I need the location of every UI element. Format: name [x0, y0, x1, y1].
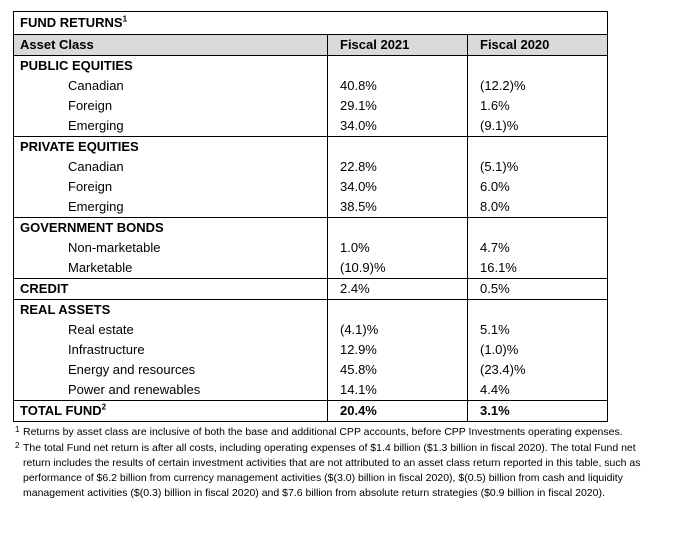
footnote-1-text: Returns by asset class are inclusive of both the base and additional CPP accounts, before CPP Investments operating expenses. — [23, 426, 623, 438]
group-label-public-equities: PUBLIC EQUITIES — [14, 56, 328, 77]
row-private-equities-canadian-fiscal-2021: 22.8% — [328, 157, 468, 177]
total-fund-fiscal-2020: 3.1% — [468, 401, 608, 422]
total-fund-label-text: TOTAL FUND — [20, 403, 102, 418]
table-row-government-bonds-non-marketable — [14, 238, 608, 258]
row-public-equities-foreign-fiscal-2021: 29.1% — [328, 96, 468, 116]
header-fiscal-2020: Fiscal 2020 — [468, 35, 608, 56]
group-real-assets-fiscal-2021-empty — [328, 300, 468, 321]
table-title-row — [14, 12, 608, 35]
table-row-real-assets-real-estate — [14, 320, 608, 340]
row-public-equities-emerging-fiscal-2021: 34.0% — [328, 116, 468, 137]
row-government-bonds-marketable-fiscal-2020: 16.1% — [468, 258, 608, 279]
group-row-private-equities — [14, 137, 608, 158]
row-label-real-assets-power-and-renewables: Power and renewables — [14, 380, 328, 401]
row-real-assets-power-and-renewables-fiscal-2021: 14.1% — [328, 380, 468, 401]
table-row-public-equities-emerging — [14, 116, 608, 137]
table-row-government-bonds-marketable — [14, 258, 608, 279]
table-row-private-equities-emerging — [14, 197, 608, 218]
row-label-public-equities-emerging: Emerging — [14, 116, 328, 137]
row-real-assets-power-and-renewables-fiscal-2020: 4.4% — [468, 380, 608, 401]
row-government-bonds-non-marketable-fiscal-2021: 1.0% — [328, 238, 468, 258]
group-private-equities-fiscal-2020-empty — [468, 137, 608, 158]
row-private-equities-canadian-fiscal-2020: (5.1)% — [468, 157, 608, 177]
table-row-public-equities-foreign — [14, 96, 608, 116]
row-real-assets-energy-and-resources-fiscal-2021: 45.8% — [328, 360, 468, 380]
total-footnote-mark: 2 — [101, 402, 107, 412]
row-label-private-equities-emerging: Emerging — [14, 197, 328, 218]
row-label-government-bonds-marketable: Marketable — [14, 258, 328, 279]
group-government-bonds-fiscal-2020-empty — [468, 218, 608, 239]
row-label-real-assets-energy-and-resources: Energy and resources — [14, 360, 328, 380]
fund-returns-document — [13, 11, 641, 502]
group-label-credit: CREDIT — [14, 279, 328, 300]
group-private-equities-fiscal-2021-empty — [328, 137, 468, 158]
group-credit-fiscal-2020: 0.5% — [468, 279, 608, 300]
group-row-public-equities — [14, 56, 608, 77]
row-label-real-assets-real-estate: Real estate — [14, 320, 328, 340]
total-fund-fiscal-2021: 20.4% — [328, 401, 468, 422]
group-credit-fiscal-2021: 2.4% — [328, 279, 468, 300]
table-row-private-equities-foreign — [14, 177, 608, 197]
row-real-assets-infrastructure-fiscal-2021: 12.9% — [328, 340, 468, 360]
row-label-real-assets-infrastructure: Infrastructure — [14, 340, 328, 360]
row-real-assets-infrastructure-fiscal-2020: (1.0)% — [468, 340, 608, 360]
row-label-public-equities-canadian: Canadian — [14, 76, 328, 96]
footnote-2-text: The total Fund net return is after all costs, including operating expenses of $1.4 billion ($1.3 billion in fiscal 2020). The total Fund net return includes the results of certain investment activities that are not attributed to an asset class return reported in this table, such as performance of $6.2 billion from currency management activities ($(3.0) billion in fiscal 2020), $(0.5) billion from cash and liquidity management activities ($(0.3) billion in fiscal 2020) and $7.6 billion from absolute return strategies ($0.9 billion in fiscal 2020). — [23, 442, 641, 499]
total-fund-label — [14, 401, 328, 422]
row-government-bonds-marketable-fiscal-2021: (10.9)% — [328, 258, 468, 279]
group-row-government-bonds — [14, 218, 608, 239]
footnote-1 — [13, 425, 663, 440]
header-asset-class: Asset Class — [14, 35, 328, 56]
group-label-government-bonds: GOVERNMENT BONDS — [14, 218, 328, 239]
row-label-private-equities-canadian: Canadian — [14, 157, 328, 177]
table-header-row — [14, 35, 608, 56]
table-row-real-assets-energy-and-resources — [14, 360, 608, 380]
table-title — [14, 12, 608, 35]
group-row-credit — [14, 279, 608, 300]
group-real-assets-fiscal-2020-empty — [468, 300, 608, 321]
row-label-private-equities-foreign: Foreign — [14, 177, 328, 197]
title-footnote-mark: 1 — [122, 14, 128, 24]
footnote-2-mark: 2 — [15, 441, 20, 450]
header-fiscal-2021: Fiscal 2021 — [328, 35, 468, 56]
row-private-equities-foreign-fiscal-2021: 34.0% — [328, 177, 468, 197]
row-real-assets-energy-and-resources-fiscal-2020: (23.4)% — [468, 360, 608, 380]
row-real-assets-real-estate-fiscal-2021: (4.1)% — [328, 320, 468, 340]
row-public-equities-emerging-fiscal-2020: (9.1)% — [468, 116, 608, 137]
table-row-real-assets-power-and-renewables — [14, 380, 608, 401]
row-private-equities-emerging-fiscal-2021: 38.5% — [328, 197, 468, 218]
total-fund-row — [14, 401, 608, 422]
footnote-1-mark: 1 — [15, 425, 20, 434]
row-public-equities-canadian-fiscal-2020: (12.2)% — [468, 76, 608, 96]
fund-returns-table — [13, 11, 608, 422]
group-government-bonds-fiscal-2021-empty — [328, 218, 468, 239]
row-private-equities-emerging-fiscal-2020: 8.0% — [468, 197, 608, 218]
row-label-government-bonds-non-marketable: Non-marketable — [14, 238, 328, 258]
group-row-real-assets — [14, 300, 608, 321]
table-row-private-equities-canadian — [14, 157, 608, 177]
footnote-2 — [13, 441, 663, 501]
group-public-equities-fiscal-2020-empty — [468, 56, 608, 77]
row-real-assets-real-estate-fiscal-2020: 5.1% — [468, 320, 608, 340]
row-government-bonds-non-marketable-fiscal-2020: 4.7% — [468, 238, 608, 258]
table-row-public-equities-canadian — [14, 76, 608, 96]
group-public-equities-fiscal-2021-empty — [328, 56, 468, 77]
row-public-equities-foreign-fiscal-2020: 1.6% — [468, 96, 608, 116]
row-private-equities-foreign-fiscal-2020: 6.0% — [468, 177, 608, 197]
group-label-real-assets: REAL ASSETS — [14, 300, 328, 321]
row-label-public-equities-foreign: Foreign — [14, 96, 328, 116]
row-public-equities-canadian-fiscal-2021: 40.8% — [328, 76, 468, 96]
table-title-text: FUND RETURNS — [20, 15, 123, 30]
footnotes — [13, 425, 663, 501]
table-row-real-assets-infrastructure — [14, 340, 608, 360]
group-label-private-equities: PRIVATE EQUITIES — [14, 137, 328, 158]
